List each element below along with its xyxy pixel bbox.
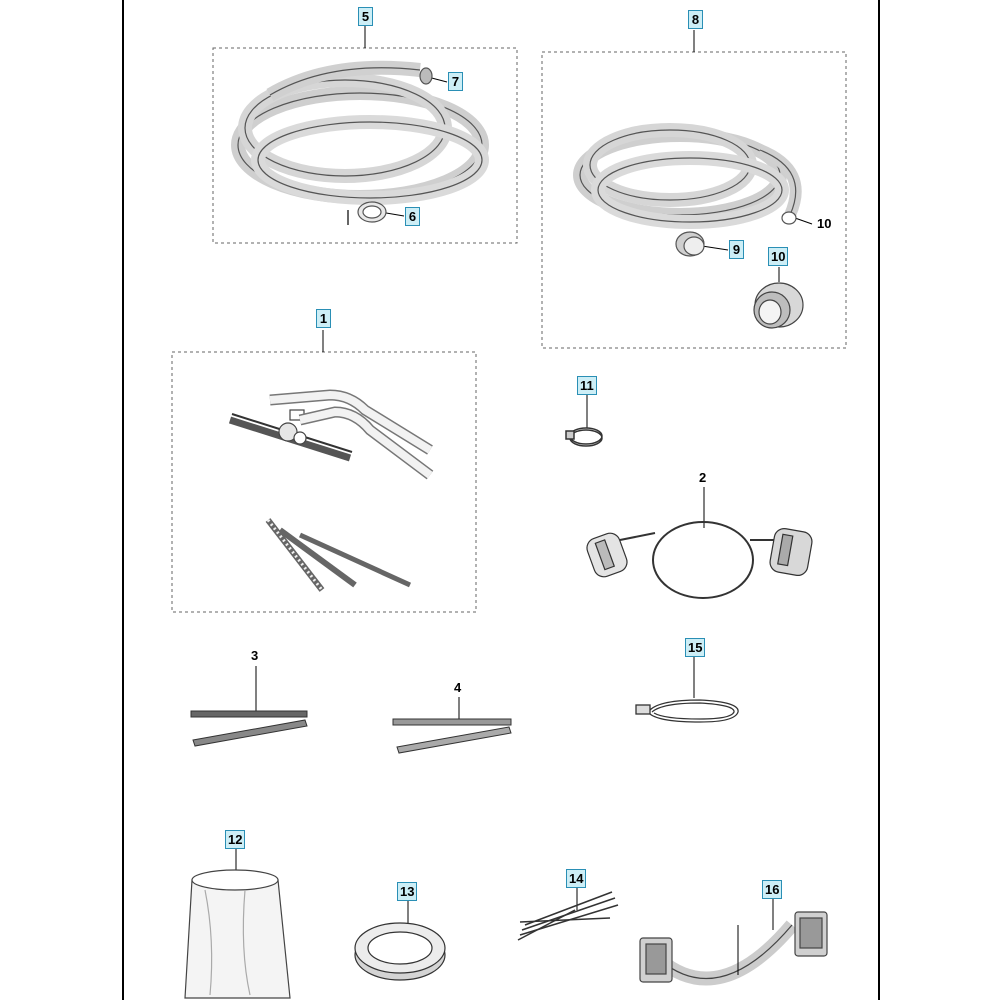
hose-with-couplings-16 bbox=[640, 912, 827, 982]
cable-ties-14 bbox=[518, 892, 618, 940]
callout-16: 16 bbox=[762, 880, 782, 899]
callout-12: 12 bbox=[225, 830, 245, 849]
hose-clamp-11 bbox=[566, 428, 602, 446]
callout-13: 13 bbox=[397, 882, 417, 901]
callout-6: 6 bbox=[405, 207, 420, 226]
callout-7: 7 bbox=[448, 72, 463, 91]
callout-10: 10 bbox=[768, 247, 788, 266]
callout-2: 2 bbox=[699, 470, 707, 485]
callout-10-leader: 10 bbox=[817, 216, 832, 231]
squeegee-strip-4 bbox=[393, 719, 511, 753]
callout-4: 4 bbox=[454, 680, 462, 695]
callout-9: 9 bbox=[729, 240, 744, 259]
cable-15 bbox=[636, 700, 738, 722]
callout-1: 1 bbox=[316, 309, 331, 328]
callout-5: 5 bbox=[358, 7, 373, 26]
extension-cable-2 bbox=[584, 522, 813, 598]
hose-coil-5 bbox=[238, 68, 482, 225]
callout-8: 8 bbox=[688, 10, 703, 29]
callout-11: 11 bbox=[577, 376, 597, 395]
hose-coil-8 bbox=[580, 130, 796, 256]
tape-roll-13 bbox=[355, 923, 445, 980]
floor-nozzle-kit-1 bbox=[230, 395, 430, 590]
squeegee-strip-3 bbox=[191, 711, 307, 746]
filter-bag-12 bbox=[185, 870, 290, 998]
callout-14: 14 bbox=[566, 869, 586, 888]
callout-3: 3 bbox=[251, 648, 259, 663]
callout-15: 15 bbox=[685, 638, 705, 657]
hose-cuff-10 bbox=[754, 283, 803, 328]
